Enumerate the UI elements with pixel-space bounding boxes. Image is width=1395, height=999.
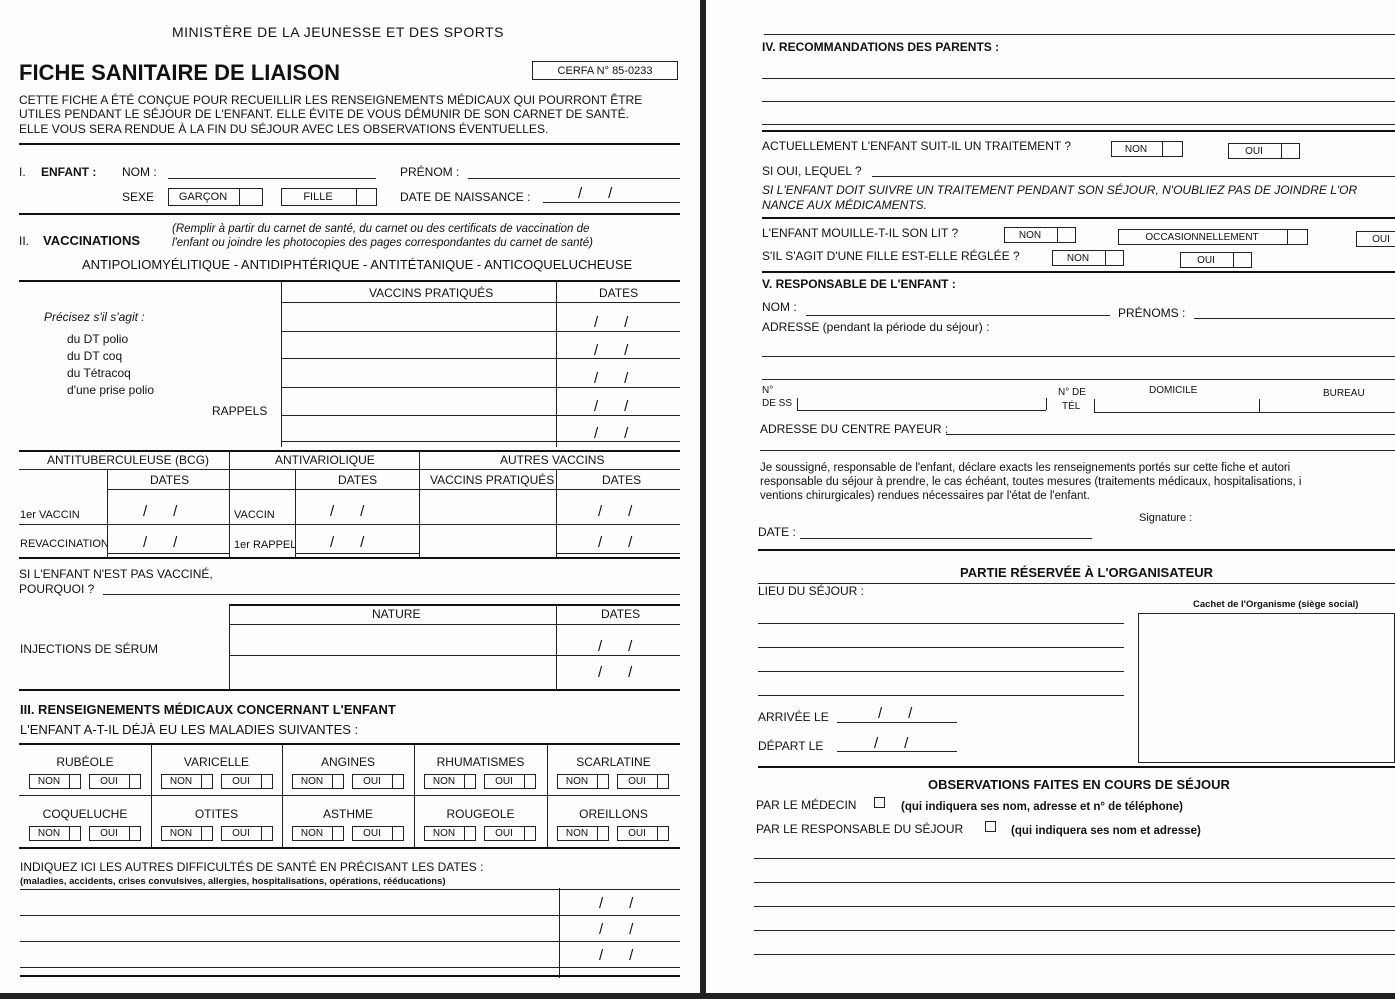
disease-rubeole-non-checkbox[interactable] bbox=[29, 774, 81, 789]
disease-scarlatine-label: SCARLATINE bbox=[576, 755, 651, 769]
divider bbox=[762, 217, 1395, 219]
naissance-label: DATE DE NAISSANCE : bbox=[400, 190, 531, 204]
disease-varicelle-non-checkbox[interactable] bbox=[161, 774, 213, 789]
table-bottom bbox=[19, 689, 680, 691]
observation-line[interactable] bbox=[754, 858, 1395, 859]
tetracoq: du Tétracoq bbox=[67, 366, 131, 380]
row-line bbox=[281, 387, 680, 388]
row-line bbox=[556, 553, 680, 554]
disease-rhumatismes-non-checkbox[interactable] bbox=[424, 774, 476, 789]
ministry: MINISTÈRE DE LA JEUNESSE ET DES SPORTS bbox=[172, 24, 505, 40]
preciser-label: Précisez s'il s'agit : bbox=[44, 310, 145, 324]
check-cell bbox=[1162, 142, 1163, 156]
depart-label: DÉPART LE bbox=[758, 739, 824, 753]
oui-label: OUI bbox=[628, 776, 646, 787]
nss-label-1: N° bbox=[762, 385, 774, 396]
col-vaccins-pratiques: VACCINS PRATIQUÉS bbox=[369, 286, 494, 300]
arrivee-field[interactable] bbox=[837, 722, 957, 723]
date-slashes: // bbox=[599, 895, 660, 912]
disease-otites-oui-checkbox[interactable] bbox=[221, 826, 273, 841]
section-4-title: IV. RECOMMANDATIONS DES PARENTS : bbox=[762, 40, 1000, 54]
traitement-non-checkbox[interactable] bbox=[1111, 141, 1183, 157]
signature-label: Signature : bbox=[1139, 512, 1193, 524]
date-slashes: // bbox=[599, 921, 660, 938]
check-cell bbox=[1233, 253, 1234, 267]
divider bbox=[762, 130, 1395, 132]
check-cell bbox=[129, 827, 130, 840]
responsable-note: (qui indiquera ses nom et adresse) bbox=[1011, 825, 1201, 837]
oui-label: OUI bbox=[363, 776, 381, 787]
divider bbox=[758, 549, 1395, 551]
section-2-number: II. bbox=[19, 234, 30, 248]
col-line bbox=[556, 281, 557, 447]
disease-oreillons-oui-checkbox[interactable] bbox=[617, 826, 669, 841]
sexe-label: SEXE bbox=[122, 190, 155, 204]
ordonnance-line-2: NANCE AUX MÉDICAMENTS. bbox=[762, 198, 927, 212]
payeur-field[interactable] bbox=[946, 434, 1395, 435]
serum-dates-header: DATES bbox=[601, 607, 641, 621]
disease-varicelle-oui-checkbox[interactable] bbox=[221, 774, 273, 789]
observations-title: OBSERVATIONS FAITES EN COURS DE SÉJOUR bbox=[928, 777, 1230, 792]
col-line bbox=[556, 605, 557, 690]
vaccination-note-2: l'enfant ou joindre les photocopies des pages correspondantes du carnet de santé) bbox=[172, 237, 593, 249]
date-slashes: // bbox=[878, 705, 939, 722]
disease-rhumatismes-oui-checkbox[interactable] bbox=[484, 774, 536, 789]
divider bbox=[762, 271, 1395, 273]
antivariolique-dates: DATES bbox=[338, 473, 378, 487]
date-slashes: // bbox=[330, 534, 391, 551]
reglee-non-checkbox[interactable] bbox=[1052, 250, 1124, 266]
row-line bbox=[281, 331, 680, 332]
divider bbox=[19, 143, 680, 145]
responsable-sejour-label: PAR LE RESPONSABLE DU SÉJOUR bbox=[756, 822, 964, 836]
recommandations-line[interactable] bbox=[762, 124, 1395, 125]
lieu-line[interactable] bbox=[758, 671, 1124, 672]
disease-oreillons-label: OREILLONS bbox=[579, 807, 648, 821]
lieu-line[interactable] bbox=[758, 695, 1124, 696]
check-cell bbox=[657, 827, 658, 840]
table-top bbox=[19, 280, 680, 282]
non-label: NON bbox=[37, 776, 61, 787]
traitement-question: ACTUELLEMENT L'ENFANT SUIT-IL UN TRAITEMENT ? bbox=[762, 139, 1072, 153]
adresse-line[interactable] bbox=[762, 379, 1395, 380]
table-bottom bbox=[19, 557, 680, 559]
left-page bbox=[0, 0, 700, 993]
declaration-line-1: Je soussigné, responsable de l'enfant, déclare exacts les renseignements portés sur cette fiche et autori bbox=[760, 462, 1291, 474]
oui-label: OUI bbox=[495, 776, 513, 787]
autres-vaccins-header: AUTRES VACCINS bbox=[500, 453, 605, 467]
oui-label: OUI bbox=[232, 776, 250, 787]
vaccination-note-1: (Remplir à partir du carnet de santé, du carnet ou des certificats de vaccination de bbox=[172, 223, 590, 235]
disease-rubeole-oui-checkbox[interactable] bbox=[89, 774, 141, 789]
disease-rhumatismes-label: RHUMATISMES bbox=[436, 755, 525, 769]
col-line bbox=[414, 744, 415, 795]
oui-label: OUI bbox=[495, 828, 513, 839]
disease-oreillons-non-checkbox[interactable] bbox=[557, 826, 609, 841]
non-label: NON bbox=[300, 828, 324, 839]
cachet-box[interactable] bbox=[1138, 613, 1395, 763]
domicile-label: DOMICILE bbox=[1149, 385, 1198, 396]
row-line bbox=[229, 624, 680, 625]
disease-asthme-label: ASTHME bbox=[322, 807, 373, 821]
check-cell bbox=[332, 827, 333, 840]
table-bottom bbox=[19, 847, 680, 849]
non-label: NON bbox=[565, 828, 589, 839]
table-bottom bbox=[20, 975, 680, 977]
section-5-title: V. RESPONSABLE DE L'ENFANT : bbox=[762, 277, 956, 291]
maladies-question: L'ENFANT A-T-IL DÉJÀ EU LES MALADIES SUIVANTES : bbox=[20, 722, 359, 737]
row-line[interactable] bbox=[20, 941, 680, 942]
row-line bbox=[107, 489, 680, 490]
check-cell bbox=[524, 827, 525, 840]
disease-rougeole-oui-checkbox[interactable] bbox=[484, 826, 536, 841]
row-line bbox=[20, 889, 680, 890]
mouille-non-checkbox[interactable] bbox=[1004, 227, 1076, 243]
date-slashes: // bbox=[330, 503, 391, 520]
disease-otites-label: OTITES bbox=[194, 807, 239, 821]
check-cell bbox=[261, 775, 262, 788]
col-line bbox=[282, 744, 283, 795]
mouille-oui-checkbox[interactable] bbox=[1356, 231, 1395, 247]
dt-coq: du DT coq bbox=[67, 349, 123, 363]
reglee-oui-checkbox[interactable] bbox=[1180, 252, 1252, 268]
row-line bbox=[107, 553, 229, 554]
check-cell bbox=[261, 827, 262, 840]
date-slashes: // bbox=[598, 638, 659, 655]
col-line bbox=[151, 796, 152, 847]
traitement-oui-checkbox[interactable] bbox=[1228, 143, 1300, 159]
nom-label: NOM : bbox=[122, 165, 157, 179]
date-slashes: // bbox=[594, 425, 655, 442]
lieu-line[interactable] bbox=[758, 623, 1124, 624]
date-slashes: // bbox=[594, 370, 655, 387]
check-cell bbox=[464, 775, 465, 788]
check-cell bbox=[332, 775, 333, 788]
tick bbox=[1259, 399, 1260, 412]
nss-field[interactable] bbox=[797, 410, 1046, 411]
oui-label: OUI bbox=[100, 776, 118, 787]
table-top bbox=[19, 743, 680, 745]
check-cell bbox=[69, 827, 70, 840]
organisateur-title: PARTIE RÉSERVÉE À L'ORGANISATEUR bbox=[960, 565, 1214, 580]
occasionnellement-checkbox[interactable] bbox=[1118, 229, 1308, 245]
date-slashes: // bbox=[594, 398, 655, 415]
check-cell bbox=[392, 775, 393, 788]
non-label: NON bbox=[169, 828, 193, 839]
check-cell bbox=[597, 827, 598, 840]
non-label: NON bbox=[1066, 252, 1090, 264]
col-line bbox=[419, 451, 420, 558]
col-dates: DATES bbox=[599, 286, 639, 300]
fille-checkbox[interactable] bbox=[281, 188, 377, 206]
row-line[interactable] bbox=[20, 967, 680, 968]
check-cell bbox=[464, 827, 465, 840]
premier-rappel-label: 1er RAPPEL bbox=[234, 539, 297, 551]
non-label: NON bbox=[300, 776, 324, 787]
lequel-label: SI OUI, LEQUEL ? bbox=[762, 164, 862, 178]
intro-line-1: CETTE FICHE A ÉTÉ CONÇUE POUR RECUEILLIR LES RENSEIGNEMENTS MÉDICAUX QUI POURRONT ÊTRE bbox=[19, 93, 643, 107]
rappels-label: RAPPELS bbox=[212, 404, 268, 418]
naissance-field[interactable] bbox=[543, 202, 680, 203]
nss-label-2: DE SS bbox=[762, 398, 793, 409]
section-2-title: VACCINATIONS bbox=[43, 233, 141, 248]
ordonnance-line-1: SI L'ENFANT DOIT SUIVRE UN TRAITEMENT PENDANT SON SÉJOUR, N'OUBLIEZ PAS DE JOINDRE L'OR bbox=[762, 183, 1358, 197]
right-page bbox=[706, 0, 1395, 993]
disease-angines-label: ANGINES bbox=[320, 755, 375, 769]
prise-polio: d'une prise polio bbox=[67, 383, 155, 397]
tick bbox=[1094, 399, 1095, 412]
date-slashes: // bbox=[594, 314, 655, 331]
observation-line[interactable] bbox=[754, 906, 1395, 907]
check-cell bbox=[1057, 228, 1058, 242]
disease-asthme-oui-checkbox[interactable] bbox=[352, 826, 404, 841]
non-vaccine-line-2: POURQUOI ? bbox=[19, 582, 95, 596]
row-line bbox=[281, 302, 680, 303]
check-cell bbox=[69, 775, 70, 788]
intro-line-3: ELLE VOUS SERA RENDUE À LA FIN DU SÉJOUR AVEC LES OBSERVATIONS ÉVENTUELLES. bbox=[19, 122, 549, 136]
disease-asthme-non-checkbox[interactable] bbox=[292, 826, 344, 841]
check-cell bbox=[524, 775, 525, 788]
disease-angines-oui-checkbox[interactable] bbox=[352, 774, 404, 789]
premier-vaccin-label: 1er VACCIN bbox=[20, 509, 80, 521]
responsable-prenoms-label: PRÉNOMS : bbox=[1118, 306, 1186, 320]
check-cell bbox=[657, 775, 658, 788]
check-cell bbox=[1105, 251, 1106, 265]
disease-angines-non-checkbox[interactable] bbox=[292, 774, 344, 789]
responsable-prenoms-field[interactable] bbox=[1194, 318, 1395, 319]
col-line bbox=[282, 796, 283, 847]
date-slashes: // bbox=[874, 735, 935, 752]
disease-coqueluche-oui-checkbox[interactable] bbox=[89, 826, 141, 841]
oui-label: OUI bbox=[232, 828, 250, 839]
divider bbox=[758, 766, 1395, 768]
check-cell bbox=[392, 827, 393, 840]
observation-line[interactable] bbox=[754, 930, 1395, 931]
date-slashes: // bbox=[598, 534, 659, 551]
date-slashes: // bbox=[598, 664, 659, 681]
recommandations-line[interactable] bbox=[762, 101, 1395, 102]
mouille-question: L'ENFANT MOUILLE-T-IL SON LIT ? bbox=[762, 226, 959, 240]
disease-scarlatine-non-checkbox[interactable] bbox=[557, 774, 609, 789]
tel-label-2: TÉL bbox=[1062, 401, 1081, 412]
tick bbox=[797, 398, 798, 410]
intro-line-2: UTILES PENDANT LE SÉJOUR DE L'ENFANT. ELLE ÉVITE DE VOUS DÉMUNIR DE SON CARNET DE SANTÉ. bbox=[19, 107, 629, 121]
row-line bbox=[764, 34, 1395, 35]
observation-line[interactable] bbox=[754, 882, 1395, 883]
divider bbox=[19, 213, 680, 215]
oui-label: OUI bbox=[100, 828, 118, 839]
oui-label: OUI bbox=[363, 828, 381, 839]
col-line bbox=[547, 744, 548, 795]
disease-rougeole-label: ROUGEOLE bbox=[446, 807, 515, 821]
disease-otites-non-checkbox[interactable] bbox=[161, 826, 213, 841]
medecin-note: (qui indiquera ses nom, adresse et n° de téléphone) bbox=[901, 801, 1183, 813]
bureau-label: BUREAU bbox=[1323, 388, 1365, 399]
tel-label-1: N° DE bbox=[1058, 387, 1086, 398]
non-label: NON bbox=[1018, 229, 1042, 241]
declaration-line-3: ventions chirurgicales) rendues nécessaires par l'état de l'enfant. bbox=[760, 490, 1090, 502]
date-slashes: // bbox=[143, 503, 204, 520]
declaration-line-2: responsable du séjour à prendre, le cas échéant, toutes mesures (traitements médicaux, hospitalisations, i bbox=[760, 476, 1302, 488]
medecin-label: PAR LE MÉDECIN bbox=[756, 798, 857, 812]
non-label: NON bbox=[37, 828, 61, 839]
disease-rougeole-non-checkbox[interactable] bbox=[424, 826, 476, 841]
recommandations-line[interactable] bbox=[762, 78, 1395, 79]
check-cell bbox=[597, 775, 598, 788]
check-cell bbox=[1281, 144, 1282, 158]
non-label: NON bbox=[169, 776, 193, 787]
col-line bbox=[229, 605, 230, 690]
check-cell bbox=[356, 189, 357, 205]
check-cell bbox=[1287, 230, 1288, 244]
disease-varicelle-label: VARICELLE bbox=[183, 755, 250, 769]
revaccination-label: REVACCINATION bbox=[20, 538, 109, 550]
disease-scarlatine-oui-checkbox[interactable] bbox=[617, 774, 669, 789]
injections-label: INJECTIONS DE SÉRUM bbox=[20, 642, 159, 656]
disease-coqueluche-non-checkbox[interactable] bbox=[29, 826, 81, 841]
date-slashes: // bbox=[578, 185, 639, 202]
check-cell bbox=[129, 775, 130, 788]
col-line bbox=[547, 796, 548, 847]
tick bbox=[1046, 398, 1047, 410]
adresse-label: ADRESSE (pendant la période du séjour) : bbox=[762, 320, 990, 334]
prenom-field[interactable] bbox=[468, 178, 680, 179]
autres-difficultes-note: (maladies, accidents, crises convulsives, allergies, hospitalisations, opérations, rééducations) bbox=[20, 876, 446, 887]
payeur-label: ADRESSE DU CENTRE PAYEUR : bbox=[760, 422, 949, 436]
oui-label: OUI bbox=[1245, 145, 1263, 157]
nom-field[interactable] bbox=[168, 178, 376, 179]
row-line bbox=[19, 524, 680, 525]
col-line bbox=[151, 744, 152, 795]
check-cell bbox=[201, 775, 202, 788]
autres-dates: DATES bbox=[602, 473, 642, 487]
occasionnellement-label: OCCASIONNELLEMENT bbox=[1145, 231, 1259, 243]
cachet-label: Cachet de l'Organisme (siège social) bbox=[1193, 599, 1359, 610]
date-slashes: // bbox=[594, 342, 655, 359]
lieu-label: LIEU DU SÉJOUR : bbox=[758, 584, 865, 598]
col-line bbox=[559, 888, 560, 978]
vaccination-subtitle: ANTIPOLIOMYÉLITIQUE - ANTIDIPHTÉRIQUE - ANTITÉTANIQUE - ANTICOQUELUCHEUSE bbox=[82, 257, 633, 272]
oui-label: OUI bbox=[1197, 254, 1215, 266]
form-title: FICHE SANITAIRE DE LIAISON bbox=[19, 60, 341, 85]
garcon-checkbox[interactable] bbox=[168, 188, 263, 206]
check-cell bbox=[239, 189, 240, 205]
date-slashes: // bbox=[143, 534, 204, 551]
row-line bbox=[295, 553, 419, 554]
observation-line[interactable] bbox=[754, 954, 1395, 955]
non-vaccine-line-1: SI L'ENFANT N'EST PAS VACCINÉ, bbox=[19, 567, 213, 581]
oui-label: OUI bbox=[1372, 233, 1390, 245]
non-label: NON bbox=[1124, 143, 1148, 155]
antivariolique-header: ANTIVARIOLIQUE bbox=[275, 453, 375, 467]
responsable-nom-field[interactable] bbox=[806, 315, 1110, 316]
lieu-line[interactable] bbox=[758, 647, 1124, 648]
prenom-label: PRÉNOM : bbox=[400, 165, 460, 179]
tel-field[interactable] bbox=[1094, 412, 1395, 413]
date-field[interactable] bbox=[800, 538, 1092, 539]
medecin-checkbox[interactable] bbox=[874, 797, 885, 808]
col-line bbox=[556, 469, 557, 558]
non-label: NON bbox=[432, 828, 456, 839]
section-3-title: III. RENSEIGNEMENTS MÉDICAUX CONCERNANT L'ENFANT bbox=[20, 702, 396, 717]
date-slashes: // bbox=[599, 947, 660, 964]
bcg-dates: DATES bbox=[150, 473, 190, 487]
autres-vaccins-pratiques: VACCINS PRATIQUÉS bbox=[430, 473, 555, 487]
col-line bbox=[281, 281, 282, 447]
non-label: NON bbox=[432, 776, 456, 787]
col-line bbox=[414, 796, 415, 847]
pourquoi-field[interactable] bbox=[103, 594, 680, 595]
non-label: NON bbox=[565, 776, 589, 787]
date-label: DATE : bbox=[758, 525, 796, 539]
oui-label: OUI bbox=[628, 828, 646, 839]
bcg-header: ANTITUBERCULEUSE (BCG) bbox=[47, 453, 210, 467]
row-line bbox=[19, 795, 680, 796]
disease-coqueluche-label: COQUELUCHE bbox=[42, 807, 128, 821]
table-top bbox=[19, 450, 680, 452]
fille-label: FILLE bbox=[303, 191, 333, 203]
row-line bbox=[760, 450, 1395, 451]
check-cell bbox=[201, 827, 202, 840]
responsable-checkbox[interactable] bbox=[985, 821, 996, 832]
row-line bbox=[229, 655, 680, 656]
col-line bbox=[229, 451, 230, 558]
row-line[interactable] bbox=[20, 915, 680, 916]
table-top bbox=[229, 604, 680, 606]
adresse-line[interactable] bbox=[762, 356, 1395, 357]
dt-polio: du DT polio bbox=[67, 332, 129, 346]
lequel-field[interactable] bbox=[872, 176, 1395, 177]
vaccin-label: VACCIN bbox=[234, 509, 275, 521]
garcon-label: GARÇON bbox=[178, 191, 228, 203]
disease-rubeole-label: RUBÉOLE bbox=[56, 755, 114, 769]
date-slashes: // bbox=[598, 503, 659, 520]
row-line bbox=[281, 415, 680, 416]
arrivee-label: ARRIVÉE LE bbox=[758, 710, 829, 724]
reglee-question: S'IL S'AGIT D'UNE FILLE EST-ELLE RÉGLÉE ? bbox=[762, 249, 1020, 263]
nature-header: NATURE bbox=[372, 607, 421, 621]
row-line bbox=[19, 469, 680, 470]
cerfa-box bbox=[532, 61, 678, 80]
section-1-number: I. bbox=[19, 165, 26, 179]
section-1-title: ENFANT : bbox=[41, 165, 97, 179]
autres-difficultes-label: INDIQUEZ ICI LES AUTRES DIFFICULTÉS DE SANTÉ EN PRÉCISANT LES DATES : bbox=[20, 860, 484, 874]
cerfa-number: CERFA N° 85-0233 bbox=[557, 64, 653, 77]
responsable-nom-label: NOM : bbox=[762, 300, 797, 314]
